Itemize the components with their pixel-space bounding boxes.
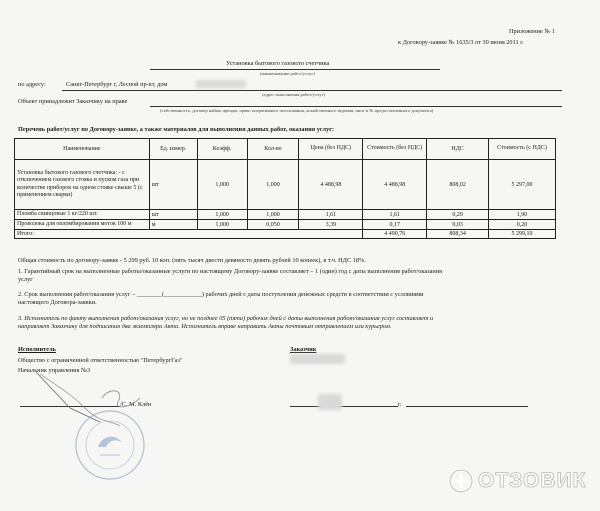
redacted-address — [196, 80, 246, 88]
clause-2: 2. Срок выполнения работ/оказания услуг – ________(____________) рабочих дней с даты поступления денежных средств в соответствии с условиями — [18, 291, 424, 298]
table-row — [15, 160, 556, 210]
cell-name: Установка бытового газового счетчика: - с отключением газового стояка и пуском газа при количестве приборов на одном стояке свыше 5 (с применением сварки) — [15, 160, 150, 210]
cell-name: Проволока для опломбирования моток 100 м — [15, 220, 150, 230]
clause-3-cont: направляет Заказчику для подписания два экземпляра Акта. Исполнитель вправе направить Акты почтовым отправлением или курьером. — [18, 323, 392, 330]
cell-qty: 1,000 — [247, 210, 299, 220]
cell-cost: 1,61 — [363, 210, 427, 220]
cell-qty: 0,050 — [247, 220, 299, 230]
cell-total: 5 297,00 — [489, 160, 556, 210]
total-vat: 808,34 — [427, 230, 489, 239]
col-header-total: Стоимость (с НДС) — [489, 139, 556, 160]
executor-signature-name: /С. М. Клён — [120, 401, 152, 408]
col-header-coef: Коэфф. — [197, 139, 247, 160]
table-total-row — [15, 230, 556, 239]
col-header-price: Цена (без НДС) — [299, 139, 363, 160]
works-table — [14, 138, 556, 239]
watermark-text: ОТЗОВИК — [478, 469, 587, 492]
customer-signature-line — [290, 406, 398, 407]
cell-price: 1,61 — [299, 210, 363, 220]
total-cost: 4 490,76 — [363, 230, 427, 239]
customer-heading: Заказчик — [290, 346, 317, 353]
clause-1-cont: услуг — [18, 276, 33, 283]
table-header-row — [15, 139, 556, 160]
cell-price: 3,39 — [299, 220, 363, 230]
redacted-customer-name — [290, 354, 345, 364]
address-caption: (адрес выполнения работ/услуг) — [262, 92, 325, 97]
cell-coef: 1,000 — [197, 160, 247, 210]
cell-cost: 0,17 — [363, 220, 427, 230]
cell-price: 4 488,98 — [299, 160, 363, 210]
object-label: Объект принадлежит Заказчику на праве — [18, 98, 128, 105]
executor-position: Начальник управления №3 — [18, 367, 91, 374]
col-header-unit: Ед. измер. — [149, 139, 197, 160]
col-header-name: Наименование — [15, 139, 150, 160]
customer-sign-suffix: г. — [398, 401, 402, 408]
clause-2-cont: настоящего Договора-заявки. — [18, 299, 97, 306]
cell-coef: 1,000 — [197, 220, 247, 230]
otzovik-logo-icon — [448, 468, 474, 494]
work-title-caption: (наименование работ/услуг) — [260, 71, 315, 76]
col-header-cost: Стоимость (без НДС) — [363, 139, 427, 160]
otzovik-watermark — [448, 468, 586, 494]
redacted-customer-signature — [318, 394, 342, 410]
cell-unit: шт — [149, 160, 197, 210]
table-row — [15, 210, 556, 220]
work-title-underline — [150, 69, 440, 70]
cell-vat: 808,02 — [427, 160, 489, 210]
customer-signature-line-2 — [406, 406, 528, 407]
object-caption: (собственность, договор найма, аренды, право оперативного пользования, хозяйственного ведения, иное в № предоставленного документа) — [160, 108, 434, 113]
cell-name: Пломба свинцовые 1 кг/220 шт. — [15, 210, 150, 220]
cell-unit: шт — [149, 210, 197, 220]
table-row — [15, 220, 556, 230]
cell-total: 0,20 — [489, 220, 556, 230]
work-title: Установка бытового газового счетчика — [226, 60, 330, 67]
appendix-label: Приложение № 1 — [509, 28, 556, 35]
executor-heading: Исполнитель — [18, 346, 56, 353]
address-underline — [62, 90, 562, 91]
cell-cost: 4 488,98 — [363, 160, 427, 210]
cell-unit: м — [149, 220, 197, 230]
object-underline — [150, 106, 562, 107]
total-with-vat: 5 299,10 — [489, 230, 556, 239]
list-title: Перечень работ/услуг по Договору-заявке, а также материалов для выполнения данных работ, оказания услуг: — [18, 126, 335, 133]
clause-3: 3. Исполнитель по факту выполнения работ/оказания услуг, но не позднее 05 (пяти) рабочих дней с даты выполнения работ/оказания услуг составляет и — [18, 315, 434, 322]
clause-1: 1. Гарантийный срок на выполненные работы/оказанные услуги по настоящему Договору-заявке составляет – 1 (один) год с даты выполнения работ/оказания — [18, 268, 443, 275]
contract-reference: к Договору-заявке № 1635/3 от 30 июня 2011 г. — [398, 39, 524, 46]
cell-vat: 0,29 — [427, 210, 489, 220]
company-stamp-icon — [70, 405, 150, 485]
cell-qty: 1,000 — [247, 160, 299, 210]
address-value: Санкт-Петербург г, Лесной пр-кт, дом — [66, 81, 168, 88]
cell-coef: 1,000 — [197, 210, 247, 220]
cell-vat: 0,03 — [427, 220, 489, 230]
cell-total: 1,90 — [489, 210, 556, 220]
col-header-vat: НДС — [427, 139, 489, 160]
executor-org: Общество с ограниченной ответственностью "ПетербургГаз" — [18, 357, 183, 364]
total-label: Итого: — [15, 230, 363, 239]
total-text: Общая стоимость по договору-заявке - 5 299 руб. 10 коп. (пять тысяч двести девяносто девять рублей 10 копеек), в т.ч. НДС 18%. — [18, 257, 366, 264]
address-label: по адресу: — [18, 81, 46, 88]
col-header-qty: Кол-во — [247, 139, 299, 160]
